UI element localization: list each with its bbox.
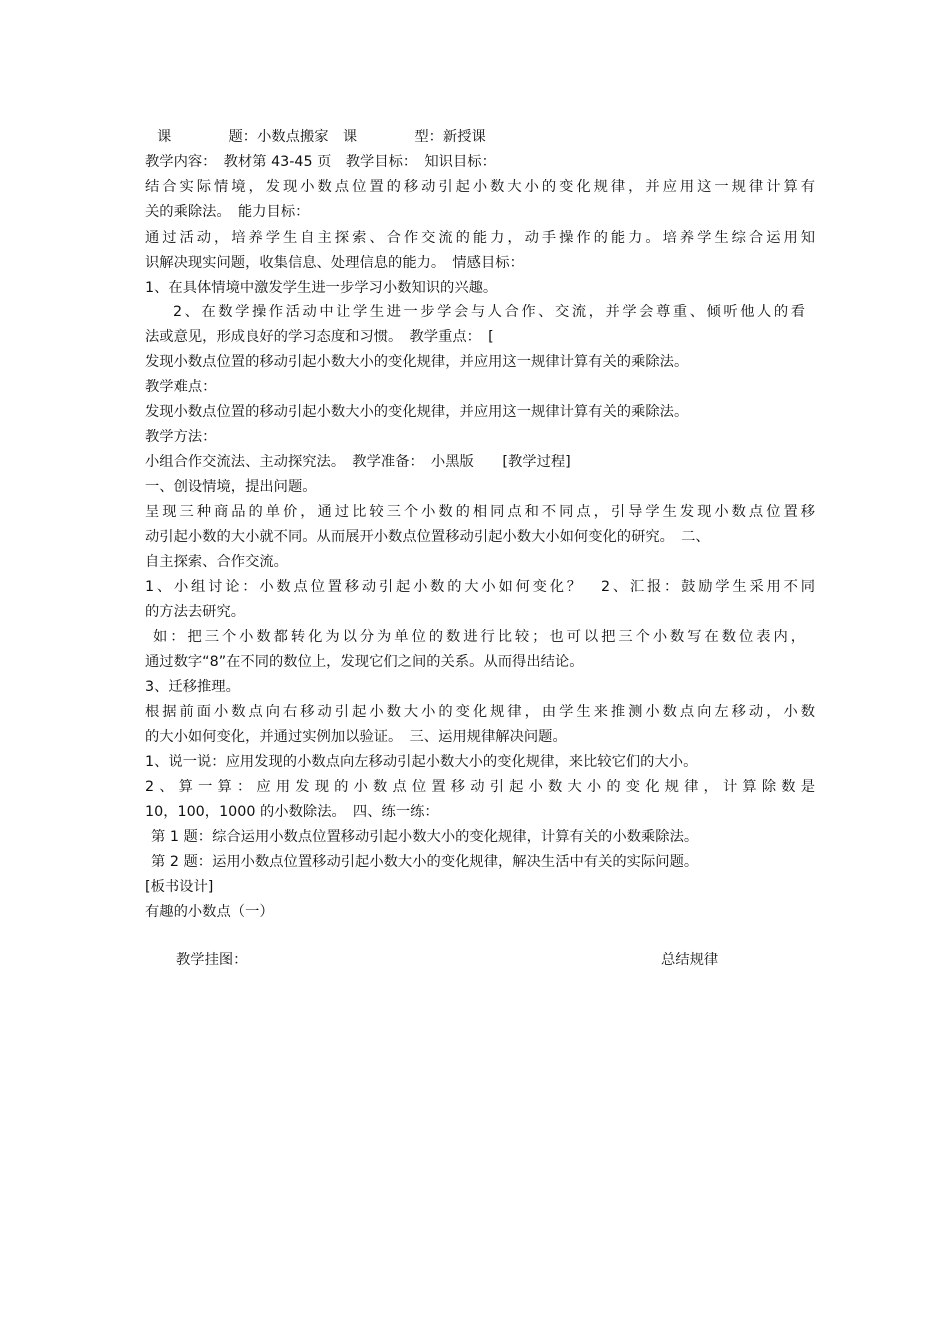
section-2-heading: 自主探索、合作交流。 (145, 554, 288, 570)
inference-text-cont: 的大小如何变化，并通过实例加以验证。 三、运用规律解决问题。 (145, 729, 567, 745)
calculate-text: 2、算一算：应用发现的小数点位置移动引起小数大小的变化规律，计算除数是 (145, 779, 815, 795)
knowledge-goal-text-cont: 关的乘除法。 能力目标： (145, 204, 310, 220)
inference-text: 根据前面小数点向右移动引起小数大小的变化规律，由学生来推测小数点向左移动，小数 (145, 704, 815, 720)
exercise-1-text: 第 1 题：综合运用小数点位置移动引起小数大小的变化规律，计算有关的小数乘除法。 (151, 829, 699, 845)
emotion-goal-1: 1、在具体情境中激发学生进一步学习小数知识的兴趣。 (145, 280, 498, 296)
board-title: 有趣的小数点（一） (145, 904, 274, 920)
section-1-text-cont: 动引起小数的大小就不同。从而展开小数点位置移动引起小数大小如何变化的研究。 二、 (145, 529, 710, 545)
difficulty-heading: 教学难点： (145, 379, 217, 395)
knowledge-goal-text: 结合实际情境，发现小数点位置的移动引起小数大小的变化规律，并应用这一规律计算有 (145, 179, 815, 195)
method-text: 小组合作交流法、主动探究法。 教学准备： 小黑版 [教学过程] (145, 454, 571, 470)
exercise-2-text: 第 2 题：运用小数点位置移动引起小数大小的变化规律，解决生活中有关的实际问题。 (151, 854, 699, 870)
key-point-text: 发现小数点位置的移动引起小数大小的变化规律，并应用这一规律计算有关的乘除法。 (145, 354, 689, 370)
emotion-goal-2-cont: 法或意见，形成良好的学习态度和习惯。 教学重点： [ (145, 329, 494, 345)
inference-heading: 3、迁移推理。 (145, 679, 240, 695)
lesson-title-line: 课 题：小数点搬家 课 型：新授课 (157, 129, 486, 145)
section-1-heading: 一、创设情境，提出问题。 (145, 479, 317, 495)
group-discussion-text: 1、小组讨论：小数点位置移动引起小数的大小如何变化？ 2、汇报：鼓励学生采用不同 (145, 579, 815, 595)
ability-goal-text-cont: 识解决现实问题，收集信息、处理信息的能力。 情感目标： (145, 255, 524, 271)
difficulty-text: 发现小数点位置的移动引起小数大小的变化规律，并应用这一规律计算有关的乘除法。 (145, 404, 689, 420)
section-1-text: 呈现三种商品的单价，通过比较三个小数的相同点和不同点，引导学生发现小数点位置移 (145, 504, 815, 520)
board-design-heading: [板书设计] (145, 879, 214, 895)
example-text: 如：把三个小数都转化为以分为单位的数进行比较；也可以把三个小数写在数位表内， (153, 629, 805, 645)
ability-goal-text: 通过活动，培养学生自主探索、合作交流的能力，动手操作的能力。培养学生综合运用知 (145, 230, 815, 246)
teaching-chart-label: 教学挂图： (176, 952, 248, 968)
say-it-text: 1、说一说：应用发现的小数点向左移动引起小数大小的变化规律，来比较它们的大小。 (145, 754, 698, 770)
summary-rule-label: 总结规律 (661, 952, 719, 968)
group-discussion-text-cont: 的方法去研究。 (145, 604, 246, 620)
calculate-text-cont: 10，100，1000 的小数除法。 四、练一练： (145, 804, 439, 820)
emotion-goal-2: 2、在数学操作活动中让学生进一步学会与人合作、交流，并学会尊重、倾听他人的看 (173, 304, 805, 320)
example-text-cont: 通过数字“8”在不同的数位上，发现它们之间的关系。从而得出结论。 (145, 654, 584, 670)
teaching-content-line: 教学内容： 教材第 43-45 页 教学目标： 知识目标： (145, 154, 496, 170)
method-heading: 教学方法： (145, 429, 217, 445)
